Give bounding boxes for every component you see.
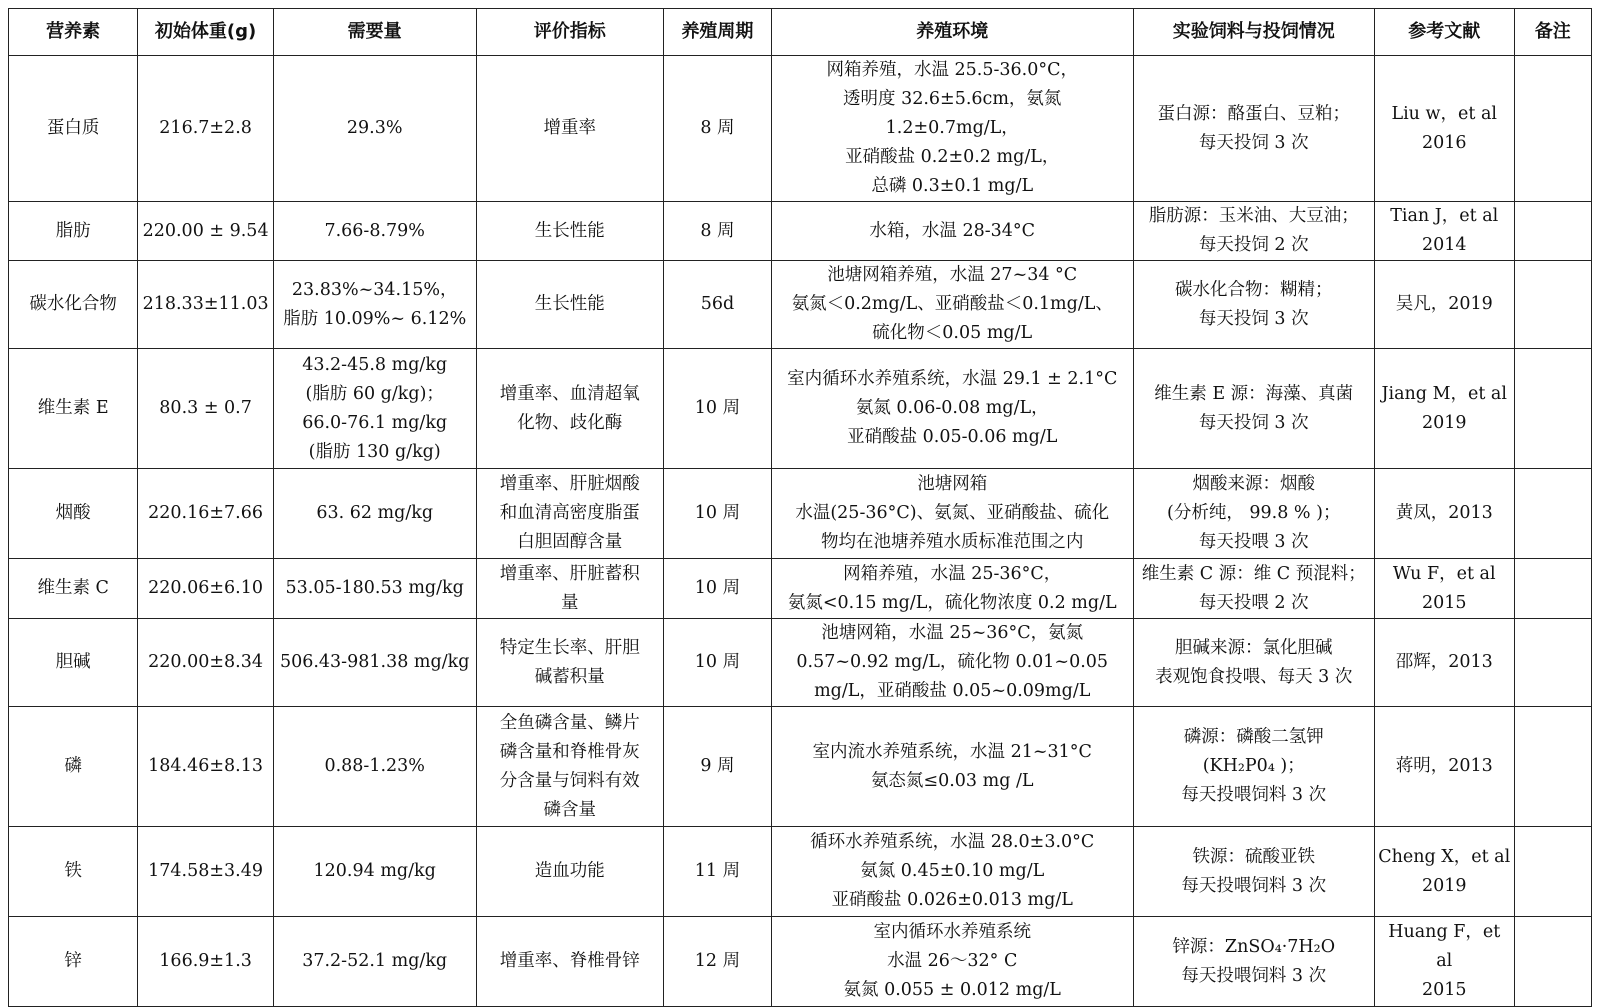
- cell-line: 8 周: [700, 118, 735, 138]
- cell-line: 水温(25-36°C)、氨氮、亚硝酸盐、硫化: [795, 503, 1110, 523]
- cell-nutrient: [9, 917, 138, 1007]
- cell-line: 8 周: [700, 220, 735, 241]
- cell-line: 池塘网箱，水温 25~36°C，氨氮: [821, 623, 1084, 643]
- cell-line: 碳水化合物：糊精；: [1174, 279, 1333, 300]
- cell-line: 氨态氮≤0.03 mg /L: [870, 770, 1034, 791]
- cell-line: 表观饱食投喂、每天 3 次: [1155, 666, 1353, 687]
- cell-line: 氨氮 0.055 ± 0.012 mg/L: [843, 980, 1061, 1000]
- cell-line: 磷: [64, 756, 82, 776]
- cell-requirement: [273, 469, 476, 559]
- cell-weight: [138, 917, 273, 1007]
- cell-line: Huang F，et al: [1388, 922, 1501, 971]
- cell-requirement: [273, 202, 476, 261]
- cell-line: 维生素 E: [37, 398, 109, 418]
- cell-note: [1514, 261, 1592, 349]
- cell-line: 每天投喂饲料 3 次: [1181, 965, 1327, 986]
- cell-line: 每天投饲 3 次: [1198, 308, 1309, 329]
- cell-line: 磷源：磷酸二氢钾: [1183, 727, 1324, 747]
- cell-period: [663, 559, 771, 619]
- cell-line: 硫化物＜0.05 mg/L: [872, 323, 1033, 343]
- cell-line: 蛋白源：酪蛋白、豆粕；: [1157, 103, 1350, 124]
- cell-line: 亚硝酸盐 0.026±0.013 mg/L: [831, 890, 1073, 910]
- cell-line: Liu w，et al: [1391, 103, 1497, 124]
- cell-line: 23.83%~34.15%，: [291, 279, 458, 300]
- cell-feed: [1133, 469, 1374, 559]
- table-row: [9, 559, 1592, 619]
- table-header: [9, 9, 1592, 56]
- cell-period: [663, 827, 771, 917]
- cell-environment: [771, 619, 1133, 707]
- cell-line: Cheng X，et al: [1378, 846, 1511, 867]
- cell-line: 氨氮<0.15 mg/L，硫化物浓度 0.2 mg/L: [787, 592, 1117, 613]
- cell-line: 2015: [1421, 592, 1467, 613]
- cell-nutrient: [9, 469, 138, 559]
- cell-line: (脂肪 130 g/kg): [308, 441, 441, 462]
- cell-line: 218.33±11.03: [142, 294, 269, 314]
- cell-indicator: [476, 917, 663, 1007]
- cell-reference: [1374, 827, 1514, 917]
- cell-nutrient: [9, 261, 138, 349]
- cell-line: 增重率: [543, 118, 596, 138]
- cell-feed: [1133, 349, 1374, 469]
- cell-line: 亚硝酸盐 0.05-0.06 mg/L: [847, 427, 1058, 447]
- cell-environment: [771, 469, 1133, 559]
- cell-line: 216.7±2.8: [159, 118, 252, 138]
- cell-feed: [1133, 261, 1374, 349]
- header-note: 备注: [1514, 9, 1592, 56]
- cell-indicator: [476, 469, 663, 559]
- header-feed: 实验饲料与投饲情况: [1133, 9, 1374, 56]
- nutrient-requirement-table: [8, 8, 1592, 1007]
- cell-line: 铁: [64, 861, 82, 881]
- cell-feed: [1133, 707, 1374, 827]
- cell-environment: [771, 56, 1133, 202]
- cell-line: 53.05-180.53 mg/kg: [285, 578, 464, 598]
- cell-line: 506.43-981.38 mg/kg: [279, 652, 470, 672]
- cell-line: 蛋白质: [46, 118, 100, 138]
- header-nutrient: 营养素: [9, 9, 138, 56]
- cell-line: 烟酸来源：烟酸: [1192, 474, 1315, 494]
- cell-line: 120.94 mg/kg: [313, 861, 436, 881]
- cell-indicator: [476, 707, 663, 827]
- cell-line: 特定生长率、肝胆: [499, 637, 640, 658]
- cell-line: 室内循环水养殖系统: [873, 922, 1031, 942]
- table-body: [9, 56, 1592, 1007]
- cell-line: 2014: [1421, 235, 1467, 255]
- cell-requirement: [273, 827, 476, 917]
- cell-note: [1514, 917, 1592, 1007]
- cell-reference: [1374, 349, 1514, 469]
- cell-line: 7.66-8.79%: [324, 220, 425, 241]
- cell-line: (KH₂P0₄ )；: [1202, 756, 1305, 776]
- cell-line: 2019: [1421, 412, 1467, 433]
- cell-line: 烟酸: [55, 503, 91, 523]
- cell-line: 11 周: [694, 861, 741, 881]
- cell-line: 亚硝酸盐 0.2±0.2 mg/L，: [845, 147, 1060, 167]
- cell-note: [1514, 619, 1592, 707]
- header-environment: 养殖环境: [771, 9, 1133, 56]
- cell-line: 10 周: [694, 652, 741, 672]
- cell-note: [1514, 349, 1592, 469]
- cell-requirement: [273, 56, 476, 202]
- cell-requirement: [273, 707, 476, 827]
- cell-line: Wu F，et al: [1392, 563, 1496, 584]
- cell-period: [663, 469, 771, 559]
- cell-weight: [138, 349, 273, 469]
- cell-nutrient: [9, 707, 138, 827]
- cell-line: 网箱养殖，水温 25.5-36.0°C，: [826, 60, 1078, 80]
- cell-nutrient: [9, 56, 138, 202]
- cell-line: 水温 26～32° C: [887, 951, 1018, 971]
- cell-line: 29.3%: [346, 118, 403, 138]
- cell-line: 220.00 ± 9.54: [142, 220, 269, 241]
- cell-line: 脂肪源：玉米油、大豆油；: [1148, 206, 1359, 226]
- cell-line: 维生素 C 源：维 C 预混料；: [1141, 563, 1366, 584]
- cell-line: 量: [560, 592, 579, 613]
- cell-line: 166.9±1.3: [159, 951, 252, 971]
- cell-period: [663, 261, 771, 349]
- cell-indicator: [476, 349, 663, 469]
- cell-feed: [1133, 56, 1374, 202]
- cell-line: 每天投喂 3 次: [1198, 532, 1309, 552]
- cell-period: [663, 917, 771, 1007]
- cell-weight: [138, 469, 273, 559]
- cell-line: 水箱，水温 28-34°C: [869, 220, 1036, 241]
- cell-indicator: [476, 559, 663, 619]
- cell-line: 10 周: [694, 503, 741, 523]
- cell-line: 12 周: [694, 951, 741, 971]
- cell-environment: [771, 559, 1133, 619]
- cell-line: 物均在池塘养殖水质标准范围之内: [820, 532, 1084, 552]
- table-row: [9, 261, 1592, 349]
- cell-line: 黄凤，2013: [1395, 503, 1493, 523]
- cell-line: 0.88-1.23%: [324, 756, 425, 776]
- nutrient-requirement-table-container: [8, 8, 1592, 1007]
- cell-requirement: [273, 349, 476, 469]
- cell-nutrient: [9, 559, 138, 619]
- cell-feed: [1133, 559, 1374, 619]
- cell-line: 蒋明，2013: [1395, 756, 1493, 776]
- cell-line: 220.16±7.66: [148, 503, 264, 523]
- cell-line: (脂肪 60 g/kg)；: [305, 383, 444, 404]
- cell-line: 每天投饲 3 次: [1198, 132, 1309, 153]
- cell-environment: [771, 261, 1133, 349]
- cell-line: 白胆固醇含量: [517, 532, 623, 552]
- table-row: [9, 349, 1592, 469]
- cell-reference: [1374, 469, 1514, 559]
- header-reference: 参考文献: [1374, 9, 1514, 56]
- table-row: [9, 917, 1592, 1007]
- cell-reference: [1374, 707, 1514, 827]
- cell-line: 9 周: [700, 756, 735, 776]
- cell-nutrient: [9, 619, 138, 707]
- cell-line: 脂肪 10.09%~ 6.12%: [283, 308, 467, 329]
- cell-line: 铁源：硫酸亚铁: [1192, 846, 1315, 867]
- cell-period: [663, 707, 771, 827]
- header-requirement: 需要量: [273, 9, 476, 56]
- cell-line: 脂肪: [55, 220, 91, 241]
- cell-requirement: [273, 261, 476, 349]
- cell-indicator: [476, 619, 663, 707]
- cell-requirement: [273, 559, 476, 619]
- cell-line: 室内循环水养殖系统，水温 29.1 ± 2.1°C: [787, 369, 1118, 389]
- cell-line: 220.06±6.10: [148, 578, 264, 598]
- table-row: [9, 56, 1592, 202]
- cell-line: 胆碱来源：氯化胆碱: [1174, 637, 1333, 658]
- cell-line: 维生素 C: [37, 578, 109, 598]
- header-period: 养殖周期: [663, 9, 771, 56]
- table-row: [9, 469, 1592, 559]
- cell-reference: [1374, 202, 1514, 261]
- cell-note: [1514, 56, 1592, 202]
- cell-line: 37.2-52.1 mg/kg: [302, 951, 448, 971]
- cell-line: 锌: [64, 951, 82, 971]
- table-row: [9, 202, 1592, 261]
- cell-line: 透明度 32.6±5.6cm，氨氮 1.2±0.7mg/L，: [843, 89, 1062, 138]
- cell-line: 每天投喂 2 次: [1198, 592, 1309, 613]
- cell-line: 邵辉，2013: [1395, 652, 1493, 672]
- cell-nutrient: [9, 827, 138, 917]
- cell-line: 2019: [1421, 875, 1467, 896]
- cell-line: 2015: [1421, 980, 1467, 1000]
- cell-weight: [138, 202, 273, 261]
- cell-line: 80.3 ± 0.7: [159, 398, 252, 418]
- cell-weight: [138, 261, 273, 349]
- cell-line: 63. 62 mg/kg: [316, 503, 434, 523]
- cell-line: 池塘网箱养殖，水温 27~34 °C: [827, 265, 1078, 285]
- cell-line: 增重率、脊椎骨锌: [499, 951, 640, 971]
- cell-line: 生长性能: [534, 220, 605, 241]
- cell-note: [1514, 827, 1592, 917]
- cell-reference: [1374, 56, 1514, 202]
- cell-weight: [138, 56, 273, 202]
- cell-line: 184.46±8.13: [148, 756, 264, 776]
- cell-nutrient: [9, 349, 138, 469]
- cell-line: 56d: [700, 294, 735, 314]
- cell-line: 每天投喂饲料 3 次: [1181, 785, 1327, 805]
- cell-reference: [1374, 559, 1514, 619]
- cell-line: 吴凡，2019: [1395, 294, 1493, 314]
- cell-line: 0.57~0.92 mg/L，硫化物 0.01~0.05: [796, 652, 1109, 672]
- table-row: [9, 707, 1592, 827]
- cell-indicator: [476, 261, 663, 349]
- cell-line: 氨氮 0.45±0.10 mg/L: [860, 861, 1045, 881]
- table-row: [9, 827, 1592, 917]
- cell-line: mg/L，亚硝酸盐 0.05~0.09mg/L: [814, 681, 1091, 701]
- cell-line: 氨氮 0.06-0.08 mg/L，: [855, 398, 1049, 418]
- cell-line: 室内流水养殖系统，水温 21~31°C: [812, 741, 1092, 762]
- cell-feed: [1133, 619, 1374, 707]
- cell-line: 氨氮＜0.2mg/L、亚硝酸盐＜0.1mg/L、: [791, 294, 1113, 314]
- cell-line: 增重率、肝脏蓄积: [499, 563, 640, 584]
- header-initial-weight: 初始体重(g): [138, 9, 273, 56]
- cell-line: 分含量与饲料有效: [499, 770, 640, 791]
- cell-line: 生长性能: [534, 294, 605, 314]
- cell-line: 全鱼磷含量、鳞片: [499, 712, 640, 733]
- cell-line: 每天投饲 2 次: [1198, 235, 1309, 255]
- header-row: [9, 9, 1592, 56]
- cell-indicator: [476, 827, 663, 917]
- cell-line: Tian J，et al: [1390, 206, 1499, 226]
- cell-nutrient: [9, 202, 138, 261]
- cell-line: 174.58±3.49: [148, 861, 264, 881]
- cell-line: 每天投喂饲料 3 次: [1181, 875, 1327, 896]
- cell-line: 增重率、血清超氧: [499, 383, 640, 404]
- cell-note: [1514, 559, 1592, 619]
- cell-environment: [771, 917, 1133, 1007]
- cell-period: [663, 56, 771, 202]
- cell-feed: [1133, 827, 1374, 917]
- cell-line: 10 周: [694, 578, 741, 598]
- cell-weight: [138, 827, 273, 917]
- cell-line: 维生素 E 源：海藻、真菌: [1154, 383, 1354, 404]
- cell-line: 池塘网箱: [917, 474, 988, 494]
- cell-period: [663, 202, 771, 261]
- cell-reference: [1374, 917, 1514, 1007]
- cell-line: 网箱养殖，水温 25-36°C，: [843, 563, 1062, 584]
- cell-note: [1514, 469, 1592, 559]
- cell-line: 43.2-45.8 mg/kg: [302, 354, 448, 375]
- cell-line: 胆碱: [55, 652, 91, 672]
- cell-weight: [138, 559, 273, 619]
- cell-line: 和血清高密度脂蛋: [499, 503, 640, 523]
- cell-line: 66.0-76.1 mg/kg: [302, 412, 448, 433]
- cell-indicator: [476, 56, 663, 202]
- cell-line: 碱蓄积量: [534, 666, 605, 687]
- cell-period: [663, 619, 771, 707]
- cell-line: 化物、歧化酶: [517, 412, 623, 433]
- cell-indicator: [476, 202, 663, 261]
- cell-environment: [771, 707, 1133, 827]
- cell-line: 10 周: [694, 398, 741, 418]
- cell-environment: [771, 827, 1133, 917]
- cell-weight: [138, 707, 273, 827]
- cell-reference: [1374, 619, 1514, 707]
- cell-feed: [1133, 202, 1374, 261]
- cell-environment: [771, 202, 1133, 261]
- cell-line: 循环水养殖系统，水温 28.0±3.0°C: [810, 832, 1095, 852]
- cell-line: 增重率、肝脏烟酸: [499, 474, 640, 494]
- cell-requirement: [273, 917, 476, 1007]
- cell-line: 总磷 0.3±0.1 mg/L: [871, 176, 1034, 196]
- cell-note: [1514, 707, 1592, 827]
- cell-line: 220.00±8.34: [148, 652, 264, 672]
- cell-line: 磷含量和脊椎骨灰: [499, 741, 640, 762]
- cell-feed: [1133, 917, 1374, 1007]
- cell-note: [1514, 202, 1592, 261]
- cell-line: (分析纯， 99.8 % )；: [1167, 503, 1341, 523]
- cell-requirement: [273, 619, 476, 707]
- cell-line: 锌源：ZnSO₄·7H₂O: [1172, 936, 1336, 957]
- cell-line: 碳水化合物: [29, 294, 117, 314]
- cell-period: [663, 349, 771, 469]
- cell-line: Jiang M，et al: [1381, 383, 1507, 404]
- cell-reference: [1374, 261, 1514, 349]
- cell-line: 磷含量: [543, 799, 596, 820]
- cell-line: 2016: [1421, 132, 1467, 153]
- cell-environment: [771, 349, 1133, 469]
- cell-line: 每天投饲 3 次: [1198, 412, 1309, 433]
- cell-weight: [138, 619, 273, 707]
- cell-line: 造血功能: [534, 861, 605, 881]
- header-indicator: 评价指标: [476, 9, 663, 56]
- table-row: [9, 619, 1592, 707]
